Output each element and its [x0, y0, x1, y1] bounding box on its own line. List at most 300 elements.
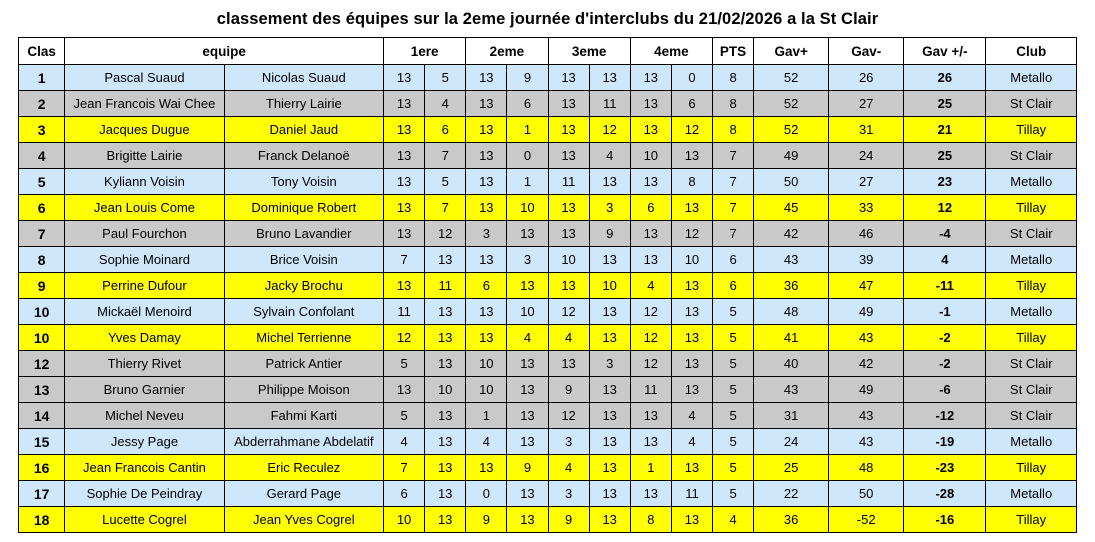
cell-club: Metallo [986, 169, 1077, 195]
cell-game3-b: 3 [589, 351, 630, 377]
cell-gav-minus: 43 [829, 429, 904, 455]
table-row [19, 169, 1077, 195]
cell-gav-minus: 49 [829, 299, 904, 325]
header-clas: Clas [19, 38, 65, 65]
cell-game1-a: 13 [384, 221, 425, 247]
cell-game3-a: 13 [548, 91, 589, 117]
cell-clas: 2 [19, 91, 65, 117]
cell-player-2: Patrick Antier [224, 351, 383, 377]
cell-game1-a: 10 [384, 507, 425, 533]
cell-game4-a: 13 [630, 247, 671, 273]
cell-gav-plus: 49 [754, 143, 829, 169]
header-game-3: 3eme [548, 38, 630, 65]
cell-game3-a: 10 [548, 247, 589, 273]
cell-gav-diff: -28 [904, 481, 986, 507]
cell-game1-b: 13 [425, 351, 466, 377]
cell-gav-minus: 33 [829, 195, 904, 221]
cell-game2-a: 13 [466, 169, 507, 195]
cell-player-2: Fahmi Karti [224, 403, 383, 429]
cell-club: St Clair [986, 221, 1077, 247]
table-row [19, 273, 1077, 299]
cell-game4-a: 6 [630, 195, 671, 221]
cell-player-1: Jean Louis Come [65, 195, 224, 221]
cell-game2-b: 13 [507, 507, 548, 533]
cell-gav-diff: 25 [904, 143, 986, 169]
cell-game3-b: 9 [589, 221, 630, 247]
cell-gav-plus: 36 [754, 507, 829, 533]
cell-pts: 5 [713, 351, 754, 377]
cell-player-1: Jean Francois Cantin [65, 455, 224, 481]
cell-game4-b: 13 [671, 507, 712, 533]
header-game-4: 4eme [630, 38, 712, 65]
cell-game4-a: 13 [630, 169, 671, 195]
cell-game1-a: 5 [384, 351, 425, 377]
table-row [19, 429, 1077, 455]
cell-pts: 5 [713, 299, 754, 325]
cell-pts: 7 [713, 195, 754, 221]
cell-clas: 12 [19, 351, 65, 377]
cell-clas: 5 [19, 169, 65, 195]
cell-club: Tillay [986, 273, 1077, 299]
cell-game2-b: 3 [507, 247, 548, 273]
cell-player-1: Pascal Suaud [65, 65, 224, 91]
cell-gav-plus: 52 [754, 65, 829, 91]
cell-game4-a: 4 [630, 273, 671, 299]
cell-game3-a: 13 [548, 221, 589, 247]
cell-gav-minus: -52 [829, 507, 904, 533]
header-game-2: 2eme [466, 38, 548, 65]
cell-club: Metallo [986, 247, 1077, 273]
cell-club: St Clair [986, 351, 1077, 377]
page-title: classement des équipes sur la 2eme journée d'interclubs du 21/02/2026 a la St Clair [216, 10, 879, 28]
cell-game3-b: 13 [589, 403, 630, 429]
cell-game3-a: 9 [548, 507, 589, 533]
cell-game2-b: 1 [507, 117, 548, 143]
cell-game3-a: 4 [548, 455, 589, 481]
cell-game4-b: 6 [671, 91, 712, 117]
cell-club: Metallo [986, 429, 1077, 455]
cell-game4-a: 8 [630, 507, 671, 533]
cell-game4-b: 4 [671, 429, 712, 455]
cell-club: St Clair [986, 143, 1077, 169]
cell-game4-b: 13 [671, 299, 712, 325]
cell-club: Tillay [986, 117, 1077, 143]
cell-club: Tillay [986, 455, 1077, 481]
cell-game1-b: 7 [425, 195, 466, 221]
table-row [19, 455, 1077, 481]
table-row [19, 299, 1077, 325]
cell-gav-plus: 22 [754, 481, 829, 507]
cell-game1-a: 13 [384, 169, 425, 195]
cell-game1-a: 13 [384, 65, 425, 91]
cell-game2-a: 13 [466, 91, 507, 117]
cell-game1-b: 13 [425, 299, 466, 325]
cell-pts: 7 [713, 221, 754, 247]
cell-game4-b: 13 [671, 273, 712, 299]
cell-game3-b: 13 [589, 455, 630, 481]
cell-game3-a: 13 [548, 143, 589, 169]
cell-pts: 5 [713, 377, 754, 403]
cell-game1-b: 5 [425, 169, 466, 195]
table-row [19, 91, 1077, 117]
cell-game2-a: 3 [466, 221, 507, 247]
cell-gav-minus: 46 [829, 221, 904, 247]
cell-gav-plus: 41 [754, 325, 829, 351]
cell-game3-a: 13 [548, 65, 589, 91]
cell-game3-a: 11 [548, 169, 589, 195]
cell-pts: 4 [713, 507, 754, 533]
cell-game1-a: 7 [384, 247, 425, 273]
cell-game2-a: 13 [466, 65, 507, 91]
header-game-1: 1ere [384, 38, 466, 65]
cell-game4-b: 10 [671, 247, 712, 273]
cell-game1-b: 13 [425, 507, 466, 533]
cell-game4-b: 11 [671, 481, 712, 507]
cell-game4-b: 8 [671, 169, 712, 195]
cell-player-1: Lucette Cogrel [65, 507, 224, 533]
cell-game3-b: 4 [589, 143, 630, 169]
cell-game1-a: 13 [384, 195, 425, 221]
cell-game4-b: 13 [671, 351, 712, 377]
cell-game3-a: 12 [548, 299, 589, 325]
cell-game3-b: 10 [589, 273, 630, 299]
cell-game1-b: 13 [425, 455, 466, 481]
cell-game3-a: 9 [548, 377, 589, 403]
cell-player-2: Gerard Page [224, 481, 383, 507]
cell-game3-a: 13 [548, 117, 589, 143]
cell-game2-b: 13 [507, 377, 548, 403]
cell-clas: 10 [19, 299, 65, 325]
cell-game2-a: 13 [466, 325, 507, 351]
cell-pts: 5 [713, 325, 754, 351]
cell-game2-b: 13 [507, 273, 548, 299]
cell-game4-a: 13 [630, 91, 671, 117]
cell-game1-a: 4 [384, 429, 425, 455]
cell-gav-diff: 25 [904, 91, 986, 117]
cell-player-1: Jessy Page [65, 429, 224, 455]
cell-gav-diff: 12 [904, 195, 986, 221]
cell-clas: 16 [19, 455, 65, 481]
cell-pts: 8 [713, 65, 754, 91]
cell-game2-b: 13 [507, 221, 548, 247]
cell-gav-minus: 24 [829, 143, 904, 169]
cell-game3-b: 13 [589, 169, 630, 195]
cell-clas: 4 [19, 143, 65, 169]
cell-gav-plus: 40 [754, 351, 829, 377]
cell-game3-a: 13 [548, 351, 589, 377]
cell-club: St Clair [986, 403, 1077, 429]
cell-game4-a: 12 [630, 351, 671, 377]
cell-club: Metallo [986, 65, 1077, 91]
header-pts: PTS [713, 38, 754, 65]
cell-game4-a: 1 [630, 455, 671, 481]
cell-gav-diff: -6 [904, 377, 986, 403]
cell-game2-a: 13 [466, 299, 507, 325]
cell-game1-a: 13 [384, 91, 425, 117]
cell-gav-diff: -19 [904, 429, 986, 455]
cell-game2-b: 1 [507, 169, 548, 195]
cell-gav-diff: 4 [904, 247, 986, 273]
cell-game1-b: 5 [425, 65, 466, 91]
cell-gav-minus: 26 [829, 65, 904, 91]
cell-clas: 9 [19, 273, 65, 299]
cell-pts: 6 [713, 247, 754, 273]
cell-game2-a: 13 [466, 455, 507, 481]
cell-game3-a: 13 [548, 273, 589, 299]
cell-gav-diff: -16 [904, 507, 986, 533]
cell-game3-b: 13 [589, 507, 630, 533]
cell-game4-b: 13 [671, 377, 712, 403]
cell-game3-b: 13 [589, 299, 630, 325]
cell-pts: 5 [713, 481, 754, 507]
cell-player-2: Jacky Brochu [224, 273, 383, 299]
cell-game2-b: 6 [507, 91, 548, 117]
cell-player-1: Perrine Dufour [65, 273, 224, 299]
cell-game2-a: 10 [466, 351, 507, 377]
cell-game2-a: 10 [466, 377, 507, 403]
cell-game1-b: 11 [425, 273, 466, 299]
cell-clas: 3 [19, 117, 65, 143]
table-header [19, 38, 1077, 65]
cell-clas: 6 [19, 195, 65, 221]
header-gav-minus: Gav- [829, 38, 904, 65]
cell-game3-a: 4 [548, 325, 589, 351]
cell-gav-plus: 50 [754, 169, 829, 195]
cell-pts: 8 [713, 117, 754, 143]
cell-game3-b: 13 [589, 481, 630, 507]
table-body [19, 65, 1077, 533]
table-row [19, 507, 1077, 533]
cell-player-1: Kyliann Voisin [65, 169, 224, 195]
header-row [19, 38, 1077, 65]
cell-club: Tillay [986, 325, 1077, 351]
cell-game4-a: 13 [630, 403, 671, 429]
cell-player-2: Philippe Moison [224, 377, 383, 403]
table-row [19, 351, 1077, 377]
cell-game2-b: 9 [507, 455, 548, 481]
cell-game3-b: 3 [589, 195, 630, 221]
cell-player-2: Dominique Robert [224, 195, 383, 221]
cell-game1-a: 12 [384, 325, 425, 351]
cell-game4-a: 13 [630, 429, 671, 455]
cell-gav-plus: 31 [754, 403, 829, 429]
cell-game2-a: 13 [466, 195, 507, 221]
cell-player-2: Michel Terrienne [224, 325, 383, 351]
cell-pts: 6 [713, 273, 754, 299]
cell-game1-a: 6 [384, 481, 425, 507]
cell-club: Metallo [986, 481, 1077, 507]
cell-game2-b: 4 [507, 325, 548, 351]
cell-club: Tillay [986, 195, 1077, 221]
cell-game4-a: 13 [630, 117, 671, 143]
cell-game4-a: 12 [630, 325, 671, 351]
table-row [19, 403, 1077, 429]
cell-game3-b: 13 [589, 325, 630, 351]
cell-player-2: Sylvain Confolant [224, 299, 383, 325]
cell-game4-a: 13 [630, 481, 671, 507]
cell-game3-a: 3 [548, 429, 589, 455]
standings-table [18, 37, 1077, 533]
cell-game3-b: 13 [589, 377, 630, 403]
cell-gav-plus: 42 [754, 221, 829, 247]
cell-game4-b: 13 [671, 325, 712, 351]
cell-gav-minus: 47 [829, 273, 904, 299]
cell-player-1: Sophie Moinard [65, 247, 224, 273]
cell-gav-plus: 24 [754, 429, 829, 455]
cell-player-2: Bruno Lavandier [224, 221, 383, 247]
cell-game1-b: 6 [425, 117, 466, 143]
cell-gav-plus: 25 [754, 455, 829, 481]
cell-game1-a: 13 [384, 273, 425, 299]
cell-game4-a: 13 [630, 65, 671, 91]
cell-game3-a: 3 [548, 481, 589, 507]
cell-gav-diff: -11 [904, 273, 986, 299]
cell-pts: 8 [713, 91, 754, 117]
cell-game1-a: 5 [384, 403, 425, 429]
cell-game2-a: 6 [466, 273, 507, 299]
cell-game4-a: 10 [630, 143, 671, 169]
cell-game4-a: 12 [630, 299, 671, 325]
cell-game2-a: 13 [466, 247, 507, 273]
cell-clas: 14 [19, 403, 65, 429]
cell-game2-b: 9 [507, 65, 548, 91]
cell-gav-diff: -4 [904, 221, 986, 247]
cell-pts: 7 [713, 143, 754, 169]
cell-club: Metallo [986, 299, 1077, 325]
cell-game1-a: 13 [384, 377, 425, 403]
cell-game1-b: 13 [425, 403, 466, 429]
cell-gav-plus: 48 [754, 299, 829, 325]
cell-game3-a: 13 [548, 195, 589, 221]
cell-clas: 10 [19, 325, 65, 351]
cell-gav-minus: 43 [829, 325, 904, 351]
cell-gav-plus: 43 [754, 377, 829, 403]
cell-gav-plus: 52 [754, 91, 829, 117]
cell-player-1: Jacques Dugue [65, 117, 224, 143]
cell-gav-minus: 27 [829, 169, 904, 195]
header-gav-plus: Gav+ [754, 38, 829, 65]
cell-game2-b: 0 [507, 143, 548, 169]
cell-player-2: Jean Yves Cogrel [224, 507, 383, 533]
cell-player-1: Jean Francois Wai Chee [65, 91, 224, 117]
header-gav-diff: Gav +/- [904, 38, 986, 65]
cell-player-2: Thierry Lairie [224, 91, 383, 117]
cell-game2-b: 13 [507, 481, 548, 507]
table-row [19, 247, 1077, 273]
cell-gav-diff: -12 [904, 403, 986, 429]
cell-clas: 18 [19, 507, 65, 533]
cell-game1-b: 13 [425, 429, 466, 455]
cell-game2-a: 0 [466, 481, 507, 507]
cell-player-2: Franck Delanoë [224, 143, 383, 169]
cell-club: Tillay [986, 507, 1077, 533]
cell-gav-diff: 21 [904, 117, 986, 143]
cell-gav-plus: 52 [754, 117, 829, 143]
cell-gav-minus: 39 [829, 247, 904, 273]
cell-gav-diff: -2 [904, 351, 986, 377]
cell-game1-a: 7 [384, 455, 425, 481]
cell-player-1: Paul Fourchon [65, 221, 224, 247]
cell-game2-a: 1 [466, 403, 507, 429]
table-row [19, 325, 1077, 351]
cell-player-1: Brigitte Lairie [65, 143, 224, 169]
cell-gav-minus: 31 [829, 117, 904, 143]
table-row [19, 377, 1077, 403]
table-row [19, 481, 1077, 507]
cell-player-2: Daniel Jaud [224, 117, 383, 143]
cell-clas: 15 [19, 429, 65, 455]
cell-game1-a: 13 [384, 143, 425, 169]
cell-game1-b: 13 [425, 325, 466, 351]
cell-game4-a: 13 [630, 221, 671, 247]
cell-gav-diff: -1 [904, 299, 986, 325]
cell-gav-minus: 48 [829, 455, 904, 481]
cell-gav-minus: 49 [829, 377, 904, 403]
cell-game1-b: 10 [425, 377, 466, 403]
cell-game4-b: 0 [671, 65, 712, 91]
cell-player-1: Bruno Garnier [65, 377, 224, 403]
cell-game1-b: 13 [425, 247, 466, 273]
cell-club: St Clair [986, 91, 1077, 117]
cell-gav-diff: 23 [904, 169, 986, 195]
cell-clas: 7 [19, 221, 65, 247]
cell-club: St Clair [986, 377, 1077, 403]
cell-player-2: Nicolas Suaud [224, 65, 383, 91]
cell-game3-b: 11 [589, 91, 630, 117]
cell-gav-diff: -23 [904, 455, 986, 481]
cell-clas: 17 [19, 481, 65, 507]
cell-gav-minus: 50 [829, 481, 904, 507]
cell-pts: 5 [713, 429, 754, 455]
cell-game4-b: 13 [671, 143, 712, 169]
cell-player-2: Brice Voisin [224, 247, 383, 273]
cell-gav-minus: 43 [829, 403, 904, 429]
cell-game4-b: 13 [671, 455, 712, 481]
cell-gav-minus: 27 [829, 91, 904, 117]
cell-game4-b: 12 [671, 117, 712, 143]
cell-clas: 13 [19, 377, 65, 403]
cell-game4-a: 11 [630, 377, 671, 403]
cell-game2-a: 13 [466, 143, 507, 169]
cell-game2-a: 13 [466, 117, 507, 143]
cell-game3-b: 13 [589, 65, 630, 91]
cell-game1-b: 12 [425, 221, 466, 247]
cell-game1-b: 7 [425, 143, 466, 169]
cell-game2-b: 10 [507, 195, 548, 221]
cell-game3-a: 12 [548, 403, 589, 429]
cell-clas: 1 [19, 65, 65, 91]
cell-game2-b: 13 [507, 403, 548, 429]
cell-pts: 7 [713, 169, 754, 195]
cell-gav-diff: -2 [904, 325, 986, 351]
cell-gav-plus: 43 [754, 247, 829, 273]
table-row [19, 143, 1077, 169]
cell-player-1: Mickaël Menoird [65, 299, 224, 325]
table-row [19, 65, 1077, 91]
cell-player-1: Thierry Rivet [65, 351, 224, 377]
header-club: Club [986, 38, 1077, 65]
cell-game3-b: 13 [589, 429, 630, 455]
cell-player-2: Eric Reculez [224, 455, 383, 481]
cell-clas: 8 [19, 247, 65, 273]
cell-player-2: Abderrahmane Abdelatif [224, 429, 383, 455]
cell-player-1: Michel Neveu [65, 403, 224, 429]
cell-game2-a: 9 [466, 507, 507, 533]
cell-player-1: Sophie De Peindray [65, 481, 224, 507]
cell-game1-a: 13 [384, 117, 425, 143]
cell-game4-b: 12 [671, 221, 712, 247]
cell-game2-b: 13 [507, 429, 548, 455]
